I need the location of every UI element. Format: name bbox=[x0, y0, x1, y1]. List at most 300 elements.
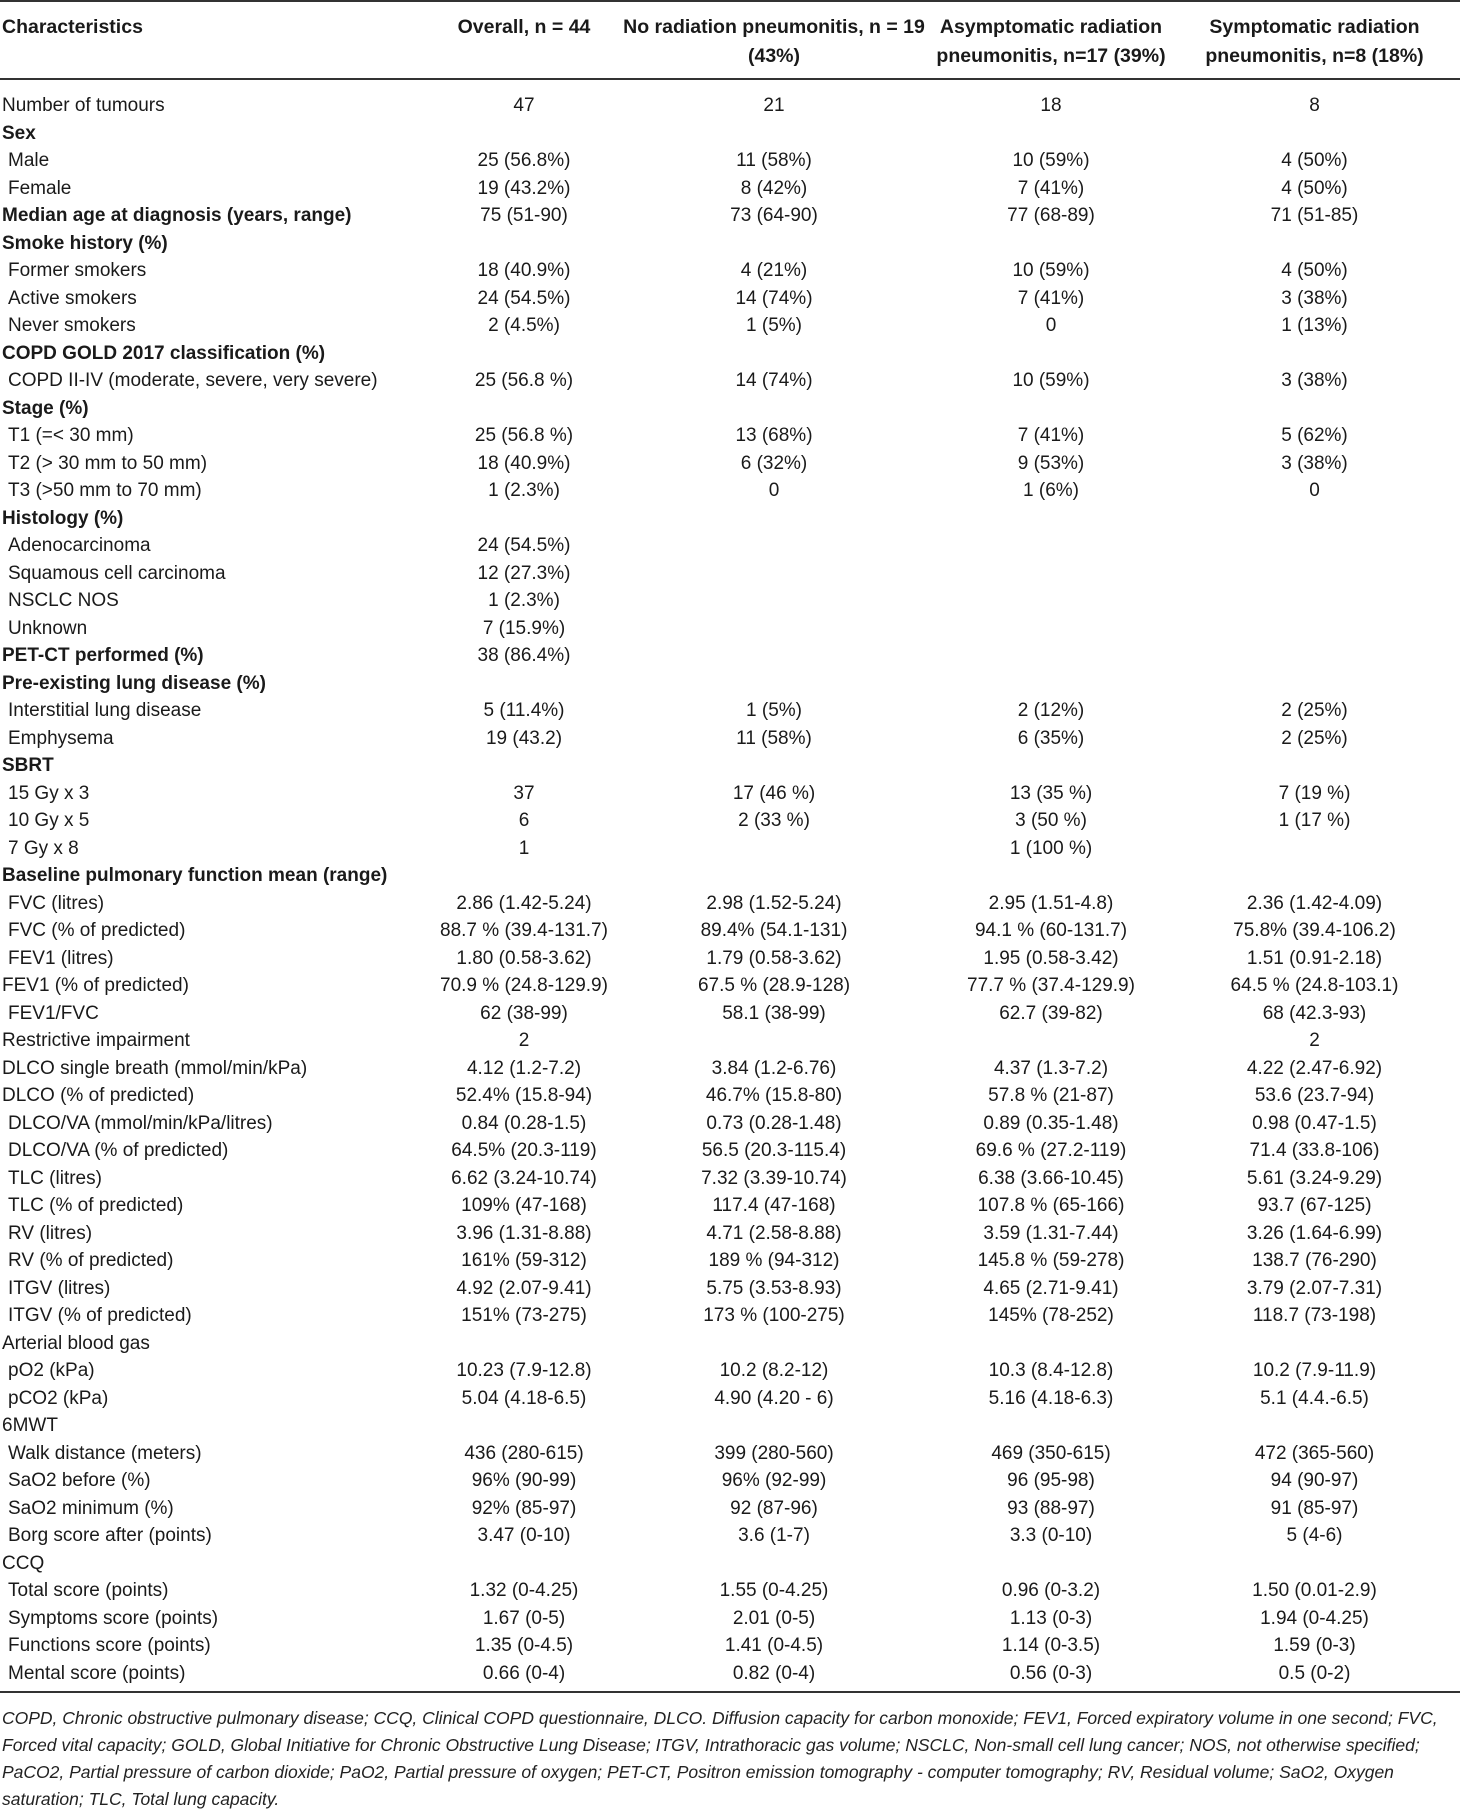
cell-asymptomatic-rp: 69.6 % (27.2-119) bbox=[975, 1140, 1127, 1161]
table-row bbox=[0, 175, 1460, 203]
table-row bbox=[0, 1385, 1460, 1413]
header-asymptomatic-radiation-pneumonitis: Asymptomatic radiation pneumonitis, n=17 (39%) bbox=[933, 1, 1169, 79]
cell-no-rp: 173 % (100-275) bbox=[703, 1305, 845, 1326]
cell-symptomatic-rp: 4 (50%) bbox=[1281, 177, 1348, 199]
cell-no-rp: 7.32 (3.39-10.74) bbox=[701, 1167, 847, 1189]
cell-no-rp: 2.98 (1.52-5.24) bbox=[706, 892, 842, 914]
table-row bbox=[0, 725, 1460, 753]
cell-asymptomatic-rp: 2 (12%) bbox=[1017, 700, 1085, 721]
cell-no-rp: 92 (87-96) bbox=[730, 1497, 818, 1519]
cell-no-rp: 0.82 (0-4) bbox=[615, 1660, 933, 1693]
table-row bbox=[0, 587, 1460, 615]
cell-symptomatic-rp: 1 (13%) bbox=[1281, 315, 1348, 336]
cell-asymptomatic-rp: 10 (59%) bbox=[1012, 370, 1090, 391]
cell-no-rp: 96% (92-99) bbox=[721, 1470, 827, 1491]
row-label: RV (% of predicted) bbox=[8, 1250, 174, 1271]
cell-overall: 3.96 (1.31-8.88) bbox=[456, 1222, 592, 1244]
cell-overall: 4.92 (2.07-9.41) bbox=[456, 1277, 592, 1299]
table-row bbox=[0, 917, 1460, 945]
cell-overall: 75 (51-90) bbox=[480, 205, 568, 226]
table-row bbox=[0, 560, 1460, 588]
table-row bbox=[0, 1000, 1460, 1028]
cell-asymptomatic-rp: 1 (100 %) bbox=[1009, 837, 1093, 859]
cell-asymptomatic-rp: 3.3 (0-10) bbox=[1009, 1525, 1093, 1546]
cell-no-rp: 14 (74%) bbox=[735, 287, 813, 309]
cell-asymptomatic-rp bbox=[933, 1027, 1169, 1055]
cell-asymptomatic-rp bbox=[933, 1550, 1169, 1578]
cell-no-rp: 4 (21%) bbox=[740, 260, 808, 281]
table-row bbox=[0, 1302, 1460, 1330]
cell-symptomatic-rp: 1.50 (0.01-2.9) bbox=[1252, 1580, 1377, 1601]
cell-symptomatic-rp: 5 (62%) bbox=[1281, 425, 1348, 446]
row-label: DLCO (% of predicted) bbox=[2, 1085, 195, 1106]
cell-asymptomatic-rp: 1.14 (0-3.5) bbox=[1001, 1635, 1101, 1656]
row-label: Functions score (points) bbox=[8, 1635, 211, 1656]
row-label: 15 Gy x 3 bbox=[8, 782, 90, 804]
cell-no-rp: 58.1 (38-99) bbox=[722, 1002, 826, 1024]
cell-no-rp bbox=[615, 1412, 933, 1440]
header-characteristics: Characteristics bbox=[0, 1, 433, 79]
cell-overall: 161% (59-312) bbox=[461, 1250, 587, 1271]
cell-symptomatic-rp: 138.7 (76-290) bbox=[1252, 1250, 1377, 1271]
cell-no-rp: 5.75 (3.53-8.93) bbox=[706, 1277, 842, 1299]
cell-symptomatic-rp: 1.94 (0-4.25) bbox=[1260, 1607, 1369, 1629]
row-label: 10 Gy x 5 bbox=[8, 810, 90, 831]
cell-asymptomatic-rp: 7 (41%) bbox=[1017, 425, 1085, 446]
table-row bbox=[0, 1440, 1460, 1468]
cell-overall bbox=[433, 340, 615, 368]
cell-symptomatic-rp: 5 (4-6) bbox=[1286, 1525, 1343, 1546]
table-row bbox=[0, 147, 1460, 175]
table-row bbox=[0, 1165, 1460, 1193]
cell-overall: 6.62 (3.24-10.74) bbox=[451, 1167, 597, 1189]
cell-symptomatic-rp: 64.5 % (24.8-103.1) bbox=[1230, 975, 1399, 996]
table-row bbox=[0, 1055, 1460, 1083]
cell-symptomatic-rp bbox=[1169, 752, 1460, 780]
row-label: Never smokers bbox=[8, 315, 136, 336]
cell-overall: 19 (43.2) bbox=[485, 727, 563, 749]
cell-symptomatic-rp: 75.8% (39.4-106.2) bbox=[1233, 920, 1396, 941]
row-label: COPD GOLD 2017 classification (%) bbox=[2, 342, 326, 364]
row-label: T3 (>50 mm to 70 mm) bbox=[8, 480, 202, 501]
cell-overall bbox=[433, 505, 615, 533]
cell-overall: 109% (47-168) bbox=[461, 1195, 587, 1216]
cell-asymptomatic-rp: 5.16 (4.18-6.3) bbox=[988, 1387, 1114, 1409]
cell-asymptomatic-rp bbox=[933, 532, 1169, 560]
cell-no-rp: 21 bbox=[763, 95, 785, 116]
cell-no-rp bbox=[615, 120, 933, 148]
cell-asymptomatic-rp: 77.7 % (37.4-129.9) bbox=[967, 975, 1135, 996]
cell-no-rp bbox=[615, 560, 933, 588]
cell-symptomatic-rp: 3.26 (1.64-6.99) bbox=[1246, 1222, 1383, 1244]
cell-no-rp: 73 (64-90) bbox=[730, 205, 818, 226]
cell-overall: 52.4% (15.8-94) bbox=[455, 1085, 593, 1106]
row-label: Unknown bbox=[8, 617, 88, 639]
table-row bbox=[0, 312, 1460, 340]
row-label: NSCLC NOS bbox=[8, 590, 119, 611]
cell-symptomatic-rp bbox=[1169, 642, 1460, 670]
row-label: Smoke history (%) bbox=[2, 232, 168, 254]
cell-symptomatic-rp: 2 (25%) bbox=[1281, 727, 1348, 749]
cell-asymptomatic-rp: 62.7 (39-82) bbox=[999, 1002, 1103, 1024]
cell-overall: 25 (56.8%) bbox=[477, 150, 571, 171]
table-row bbox=[0, 697, 1460, 725]
table-row bbox=[0, 1522, 1460, 1550]
table-row bbox=[0, 477, 1460, 505]
cell-overall: 4.12 (1.2-7.2) bbox=[466, 1057, 582, 1079]
table-row bbox=[0, 972, 1460, 1000]
table-row bbox=[0, 1137, 1460, 1165]
cell-overall: 1.80 (0.58-3.62) bbox=[456, 947, 592, 969]
row-label: Interstitial lung disease bbox=[8, 700, 202, 721]
cell-asymptomatic-rp: 0 bbox=[1045, 315, 1057, 336]
cell-no-rp: 4.71 (2.58-8.88) bbox=[706, 1222, 842, 1244]
cell-asymptomatic-rp: 10 (59%) bbox=[1012, 260, 1090, 281]
cell-asymptomatic-rp: 93 (88-97) bbox=[1007, 1497, 1095, 1519]
cell-overall: 1.35 (0-4.5) bbox=[474, 1635, 574, 1656]
cell-overall: 2.86 (1.42-5.24) bbox=[456, 892, 592, 914]
cell-no-rp: 4.90 (4.20 - 6) bbox=[714, 1387, 834, 1409]
cell-asymptomatic-rp: 77 (68-89) bbox=[1007, 205, 1095, 226]
cell-asymptomatic-rp: 13 (35 %) bbox=[1009, 782, 1093, 804]
table-row bbox=[0, 780, 1460, 808]
cell-symptomatic-rp: 10.2 (7.9-11.9) bbox=[1252, 1360, 1377, 1381]
row-label: Borg score after (points) bbox=[8, 1525, 212, 1546]
row-label: Emphysema bbox=[8, 727, 114, 749]
table-row bbox=[0, 1192, 1460, 1220]
cell-overall: 5 (11.4%) bbox=[483, 700, 565, 721]
cell-overall bbox=[433, 1550, 615, 1578]
cell-overall: 12 (27.3%) bbox=[477, 562, 571, 584]
cell-no-rp: 3.84 (1.2-6.76) bbox=[711, 1057, 837, 1079]
cell-overall: 5.04 (4.18-6.5) bbox=[461, 1387, 587, 1409]
table-row bbox=[0, 92, 1460, 120]
cell-asymptomatic-rp bbox=[933, 395, 1169, 423]
cell-asymptomatic-rp: 94.1 % (60-131.7) bbox=[974, 920, 1128, 941]
cell-asymptomatic-rp bbox=[933, 505, 1169, 533]
cell-symptomatic-rp: 4.22 (2.47-6.92) bbox=[1246, 1057, 1383, 1079]
cell-overall: 10.23 (7.9-12.8) bbox=[456, 1360, 592, 1381]
cell-asymptomatic-rp bbox=[933, 340, 1169, 368]
table-row bbox=[0, 395, 1460, 423]
header-row bbox=[0, 1, 1460, 79]
cell-symptomatic-rp: 472 (365-560) bbox=[1254, 1442, 1375, 1464]
cell-overall: 37 bbox=[513, 782, 535, 804]
table-row bbox=[0, 1632, 1460, 1660]
cell-no-rp bbox=[615, 505, 933, 533]
table-row bbox=[0, 1357, 1460, 1385]
cell-no-rp bbox=[615, 340, 933, 368]
cell-asymptomatic-rp: 469 (350-615) bbox=[991, 1442, 1111, 1464]
cell-asymptomatic-rp: 4.37 (1.3-7.2) bbox=[993, 1057, 1109, 1079]
cell-symptomatic-rp bbox=[1169, 120, 1460, 148]
cell-overall: 25 (56.8 %) bbox=[474, 425, 574, 446]
cell-symptomatic-rp bbox=[1169, 230, 1460, 258]
cell-symptomatic-rp bbox=[1169, 1412, 1460, 1440]
table-row bbox=[0, 1550, 1460, 1578]
table-row bbox=[0, 1495, 1460, 1523]
table-row bbox=[0, 752, 1460, 780]
row-label: Male bbox=[8, 150, 50, 171]
cell-symptomatic-rp: 5.1 (4.4.-6.5) bbox=[1260, 1387, 1369, 1409]
cell-no-rp: 1.41 (0-4.5) bbox=[724, 1635, 824, 1656]
cell-no-rp: 0 bbox=[768, 480, 780, 501]
cell-overall: 1 (2.3%) bbox=[488, 590, 560, 611]
row-label: Histology (%) bbox=[2, 507, 124, 529]
table-row bbox=[0, 285, 1460, 313]
cell-overall bbox=[433, 670, 615, 698]
row-label: DLCO/VA (mmol/min/kPa/litres) bbox=[8, 1112, 273, 1134]
cell-no-rp bbox=[615, 862, 933, 890]
cell-no-rp: 13 (68%) bbox=[735, 425, 813, 446]
table-row bbox=[0, 945, 1460, 973]
cell-asymptomatic-rp: 0.96 (0-3.2) bbox=[1001, 1580, 1101, 1601]
cell-overall bbox=[433, 395, 615, 423]
cell-asymptomatic-rp: 9 (53%) bbox=[1017, 452, 1085, 474]
cell-no-rp: 67.5 % (28.9-128) bbox=[697, 975, 851, 996]
cell-no-rp bbox=[615, 1330, 933, 1358]
row-label: DLCO single breath (mmol/min/kPa) bbox=[2, 1057, 308, 1079]
row-label: Mental score (points) bbox=[0, 1660, 433, 1693]
row-label: FVC (% of predicted) bbox=[8, 920, 186, 941]
table-row bbox=[0, 807, 1460, 835]
cell-asymptomatic-rp: 18 bbox=[1040, 95, 1062, 116]
cell-overall bbox=[433, 1412, 615, 1440]
cell-symptomatic-rp: 4 (50%) bbox=[1281, 260, 1348, 281]
cell-overall: 1 bbox=[518, 837, 530, 859]
row-label: Baseline pulmonary function mean (range) bbox=[2, 865, 388, 886]
cell-overall bbox=[433, 1330, 615, 1358]
cell-overall: 25 (56.8 %) bbox=[474, 370, 574, 391]
row-label: SaO2 minimum (%) bbox=[8, 1497, 174, 1519]
cell-overall: 2 bbox=[518, 1030, 530, 1051]
cell-asymptomatic-rp bbox=[933, 752, 1169, 780]
cell-overall: 47 bbox=[513, 95, 535, 116]
table-row bbox=[0, 120, 1460, 148]
table-row bbox=[0, 367, 1460, 395]
table-row bbox=[0, 202, 1460, 230]
cell-symptomatic-rp: 2 bbox=[1309, 1030, 1320, 1051]
cell-symptomatic-rp bbox=[1169, 615, 1460, 643]
table-row bbox=[0, 422, 1460, 450]
cell-symptomatic-rp: 71.4 (33.8-106) bbox=[1249, 1140, 1380, 1161]
cell-overall: 3.47 (0-10) bbox=[477, 1525, 571, 1546]
cell-asymptomatic-rp: 10 (59%) bbox=[1012, 150, 1090, 171]
row-label: Symptoms score (points) bbox=[8, 1607, 219, 1629]
cell-no-rp bbox=[615, 642, 933, 670]
table-row bbox=[0, 340, 1460, 368]
cell-no-rp: 46.7% (15.8-80) bbox=[705, 1085, 843, 1106]
cell-no-rp: 189 % (94-312) bbox=[708, 1250, 840, 1271]
row-label: TLC (% of predicted) bbox=[8, 1195, 184, 1216]
row-label: CCQ bbox=[2, 1552, 45, 1574]
cell-asymptomatic-rp bbox=[933, 615, 1169, 643]
cell-symptomatic-rp: 118.7 (73-198) bbox=[1252, 1305, 1377, 1326]
cell-overall: 24 (54.5%) bbox=[477, 535, 571, 556]
row-label: RV (litres) bbox=[8, 1222, 93, 1244]
row-label: Squamous cell carcinoma bbox=[8, 562, 226, 584]
cell-symptomatic-rp: 68 (42.3-93) bbox=[1262, 1002, 1367, 1024]
header-symptomatic-radiation-pneumonitis: Symptomatic radiation pneumonitis, n=8 (18%) bbox=[1169, 1, 1460, 79]
table-row bbox=[0, 257, 1460, 285]
row-label: T2 (> 30 mm to 50 mm) bbox=[8, 452, 208, 474]
cell-no-rp bbox=[615, 532, 933, 560]
cell-overall: 18 (40.9%) bbox=[477, 260, 571, 281]
row-label: SaO2 before (%) bbox=[8, 1470, 151, 1491]
row-label: 7 Gy x 8 bbox=[8, 837, 79, 859]
cell-overall bbox=[433, 862, 615, 890]
cell-symptomatic-rp: 1.59 (0-3) bbox=[1273, 1635, 1356, 1656]
cell-asymptomatic-rp: 57.8 % (21-87) bbox=[988, 1085, 1114, 1106]
cell-overall: 436 (280-615) bbox=[464, 1442, 584, 1464]
cell-no-rp: 117.4 (47-168) bbox=[712, 1195, 836, 1216]
cell-asymptomatic-rp: 4.65 (2.71-9.41) bbox=[983, 1277, 1119, 1299]
row-label: DLCO/VA (% of predicted) bbox=[8, 1140, 229, 1161]
row-label: Median age at diagnosis (years, range) bbox=[2, 205, 352, 226]
table-row bbox=[0, 1330, 1460, 1358]
cell-no-rp bbox=[615, 587, 933, 615]
cell-no-rp: 2.01 (0-5) bbox=[732, 1607, 816, 1629]
row-label: Stage (%) bbox=[2, 397, 89, 419]
cell-no-rp bbox=[615, 1027, 933, 1055]
cell-symptomatic-rp bbox=[1169, 560, 1460, 588]
table-row bbox=[0, 1220, 1460, 1248]
cell-no-rp: 2 (33 %) bbox=[738, 810, 810, 831]
row-label: Restrictive impairment bbox=[2, 1030, 190, 1051]
cell-no-rp bbox=[615, 1550, 933, 1578]
cell-overall: 151% (73-275) bbox=[461, 1305, 587, 1326]
cell-no-rp: 11 (58%) bbox=[736, 150, 812, 171]
cell-overall: 88.7 % (39.4-131.7) bbox=[440, 920, 608, 941]
cell-asymptomatic-rp: 145.8 % (59-278) bbox=[977, 1250, 1125, 1271]
row-label: Female bbox=[8, 177, 72, 199]
cell-no-rp bbox=[615, 395, 933, 423]
cell-asymptomatic-rp: 145% (78-252) bbox=[988, 1305, 1114, 1326]
cell-asymptomatic-rp: 1 (6%) bbox=[1023, 480, 1079, 501]
cell-symptomatic-rp bbox=[1169, 1330, 1460, 1358]
cell-overall bbox=[433, 230, 615, 258]
row-label: SBRT bbox=[2, 755, 54, 776]
cell-symptomatic-rp bbox=[1169, 670, 1460, 698]
table-footnote: COPD, Chronic obstructive pulmonary disease; CCQ, Clinical COPD questionnaire, DLCO. Diffusion capacity for carbon monoxide; FEV1, Forced expiratory volume in one second; FVC, Forced vital capacity; GOLD, Global Initiative for Chronic Obstructive Lung Disease; ITGV, Intrathoracic gas volume; NSCLC, Non-small cell lung cancer; NOS, not otherwise specified; PaCO2, Partial pressure of carbon dioxide; PaO2, Partial pressure of oxygen; PET-CT, Positron emission tomography - computer tomography; RV, Residual volume; SaO2, Oxygen saturation; TLC, Total lung capacity. bbox=[2, 1708, 1438, 1809]
cell-asymptomatic-rp: 7 (41%) bbox=[1017, 287, 1085, 309]
cell-symptomatic-rp bbox=[1169, 835, 1460, 863]
row-label: Arterial blood gas bbox=[2, 1332, 150, 1354]
cell-symptomatic-rp: 3 (38%) bbox=[1281, 370, 1348, 391]
cell-overall: 92% (85-97) bbox=[471, 1497, 577, 1519]
cell-overall: 7 (15.9%) bbox=[482, 617, 566, 639]
cell-asymptomatic-rp: 3.59 (1.31-7.44) bbox=[983, 1222, 1119, 1244]
row-label: COPD II-IV (moderate, severe, very severe) bbox=[8, 370, 378, 391]
row-label: FEV1 (litres) bbox=[8, 947, 114, 969]
cell-overall: 62 (38-99) bbox=[480, 1002, 568, 1024]
cell-asymptomatic-rp bbox=[933, 1412, 1169, 1440]
cell-symptomatic-rp: 53.6 (23.7-94) bbox=[1254, 1085, 1375, 1106]
table-row bbox=[0, 505, 1460, 533]
cell-overall: 24 (54.5%) bbox=[477, 287, 571, 309]
row-label: Former smokers bbox=[8, 260, 147, 281]
table-row bbox=[0, 615, 1460, 643]
cell-no-rp: 1.55 (0-4.25) bbox=[719, 1580, 829, 1601]
cell-symptomatic-rp: 1 (17 %) bbox=[1278, 810, 1351, 831]
cell-symptomatic-rp: 4 (50%) bbox=[1281, 150, 1348, 171]
cell-symptomatic-rp bbox=[1169, 505, 1460, 533]
cell-asymptomatic-rp: 96 (95-98) bbox=[1007, 1470, 1095, 1491]
row-label: Walk distance (meters) bbox=[8, 1442, 202, 1464]
cell-asymptomatic-rp: 0.89 (0.35-1.48) bbox=[983, 1112, 1119, 1134]
cell-asymptomatic-rp: 6 (35%) bbox=[1017, 727, 1085, 749]
cell-symptomatic-rp: 8 bbox=[1309, 95, 1320, 116]
row-label: ITGV (% of predicted) bbox=[8, 1305, 192, 1326]
cell-no-rp: 56.5 (20.3-115.4) bbox=[701, 1140, 847, 1161]
table-row bbox=[0, 1082, 1460, 1110]
cell-symptomatic-rp bbox=[1169, 862, 1460, 890]
table-row bbox=[0, 450, 1460, 478]
cell-asymptomatic-rp: 1.95 (0.58-3.42) bbox=[983, 947, 1119, 969]
cell-no-rp: 0.73 (0.28-1.48) bbox=[706, 1112, 842, 1134]
header-overall: Overall, n = 44 bbox=[433, 1, 615, 79]
cell-symptomatic-rp bbox=[1169, 1550, 1460, 1578]
cell-overall: 96% (90-99) bbox=[471, 1470, 577, 1491]
cell-asymptomatic-rp: 2.95 (1.51-4.8) bbox=[988, 892, 1114, 914]
cell-overall: 1 (2.3%) bbox=[488, 480, 560, 501]
cell-asymptomatic-rp: 10.3 (8.4-12.8) bbox=[988, 1360, 1114, 1381]
row-label: Pre-existing lung disease (%) bbox=[2, 672, 266, 694]
row-label: Active smokers bbox=[8, 287, 137, 309]
table-row bbox=[0, 1027, 1460, 1055]
cell-symptomatic-rp: 3 (38%) bbox=[1281, 287, 1348, 309]
cell-no-rp: 10.2 (8.2-12) bbox=[719, 1360, 829, 1381]
table-row bbox=[0, 1467, 1460, 1495]
header-no-radiation-pneumonitis: No radiation pneumonitis, n = 19 (43%) bbox=[615, 1, 933, 79]
table-row bbox=[0, 1605, 1460, 1633]
cell-symptomatic-rp: 7 (19 %) bbox=[1278, 782, 1351, 804]
table-row bbox=[0, 835, 1460, 863]
cell-no-rp bbox=[615, 752, 933, 780]
cell-symptomatic-rp: 91 (85-97) bbox=[1270, 1497, 1359, 1519]
cell-symptomatic-rp: 93.7 (67-125) bbox=[1257, 1195, 1372, 1216]
cell-asymptomatic-rp: 3 (50 %) bbox=[1015, 810, 1087, 831]
cell-symptomatic-rp: 0 bbox=[1309, 480, 1320, 501]
cell-symptomatic-rp: 3 (38%) bbox=[1281, 452, 1348, 474]
cell-symptomatic-rp: 0.5 (0-2) bbox=[1169, 1660, 1460, 1693]
cell-overall: 64.5% (20.3-119) bbox=[451, 1140, 597, 1161]
cell-symptomatic-rp: 5.61 (3.24-9.29) bbox=[1246, 1167, 1383, 1189]
cell-overall: 0.66 (0-4) bbox=[433, 1660, 615, 1693]
cell-no-rp: 14 (74%) bbox=[735, 370, 813, 391]
cell-asymptomatic-rp bbox=[933, 670, 1169, 698]
spacer-row bbox=[0, 79, 1460, 92]
table-body bbox=[0, 79, 1460, 1692]
cell-no-rp: 1 (5%) bbox=[746, 700, 802, 721]
cell-no-rp bbox=[615, 230, 933, 258]
cell-symptomatic-rp: 1.51 (0.91-2.18) bbox=[1246, 947, 1383, 969]
table-row bbox=[0, 642, 1460, 670]
cell-overall bbox=[433, 752, 615, 780]
cell-asymptomatic-rp bbox=[933, 587, 1169, 615]
row-label: T1 (=< 30 mm) bbox=[8, 425, 134, 446]
cell-no-rp: 89.4% (54.1-131) bbox=[700, 920, 848, 941]
cell-asymptomatic-rp bbox=[933, 1330, 1169, 1358]
cell-asymptomatic-rp bbox=[933, 642, 1169, 670]
cell-no-rp: 1.79 (0.58-3.62) bbox=[706, 947, 842, 969]
cell-symptomatic-rp: 71 (51-85) bbox=[1270, 205, 1359, 226]
cell-overall: 0.84 (0.28-1.5) bbox=[461, 1112, 587, 1134]
cell-no-rp bbox=[615, 835, 933, 863]
cell-overall: 2 (4.5%) bbox=[488, 315, 560, 336]
cell-overall: 1.67 (0-5) bbox=[482, 1607, 566, 1629]
cell-symptomatic-rp: 3.79 (2.07-7.31) bbox=[1246, 1277, 1383, 1299]
